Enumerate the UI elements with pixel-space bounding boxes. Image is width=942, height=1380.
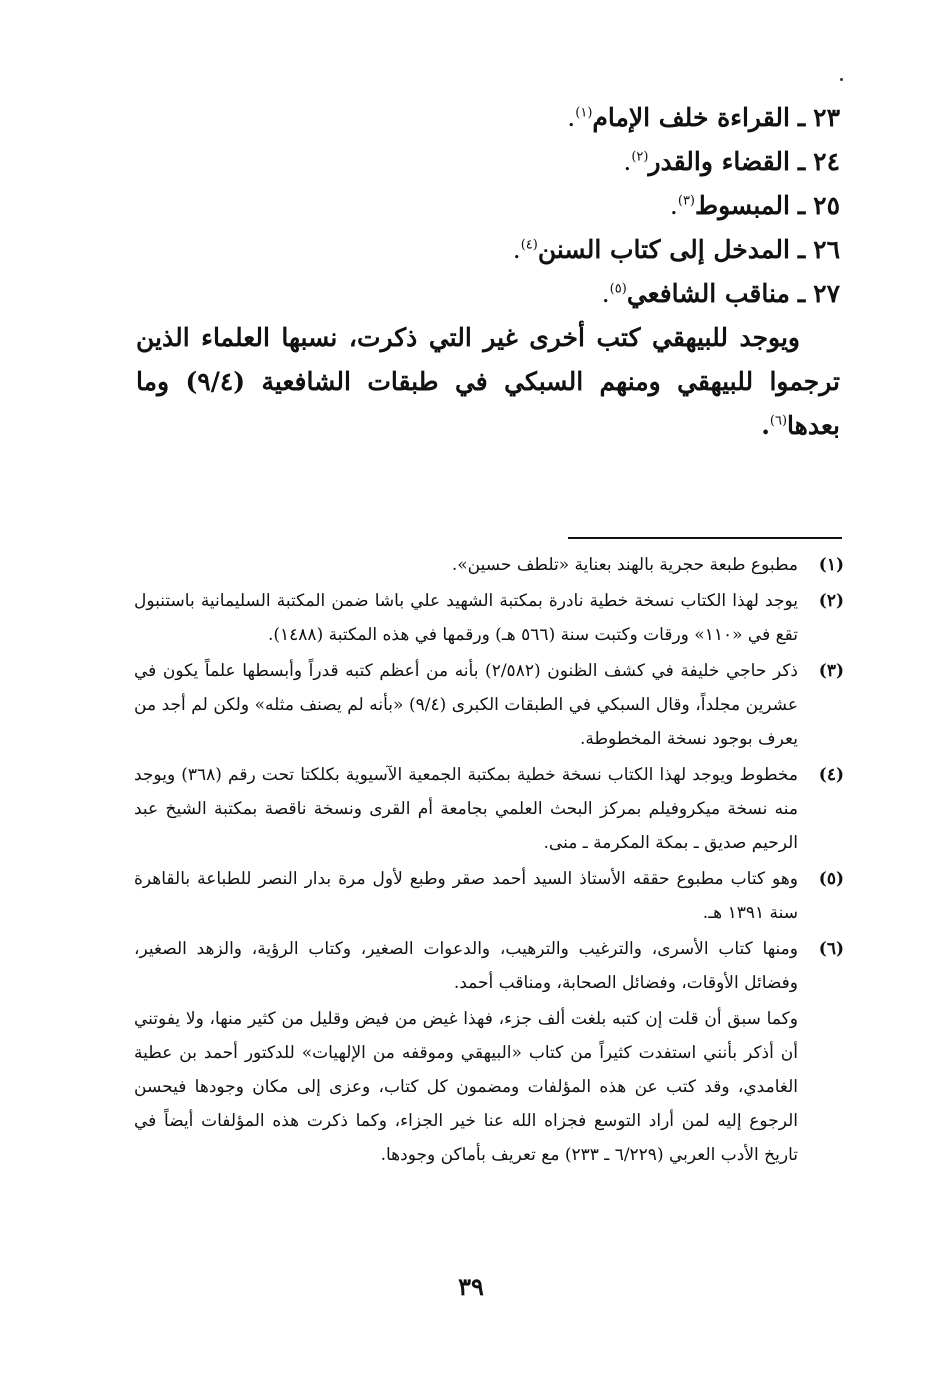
item-separator: ـ	[797, 191, 806, 220]
footnote-ref: (١)	[575, 105, 593, 121]
item-separator: ـ	[797, 147, 806, 176]
footnote-ref: (٥)	[609, 281, 627, 297]
page-number: ٣٩	[458, 1272, 484, 1301]
footnote-ref: (٣)	[677, 193, 695, 209]
item-title: القراءة خلف الإمام	[592, 103, 790, 132]
footnote-separator	[568, 537, 842, 539]
item-number: ٢٥	[813, 191, 840, 220]
corner-dot	[840, 78, 843, 81]
item-separator: ـ	[797, 103, 806, 132]
footnote-ref: (٤)	[520, 237, 538, 253]
footnote-number: (٦)	[818, 939, 844, 959]
item-number: ٢٤	[813, 147, 840, 176]
item-period: .	[669, 191, 678, 220]
item-period: .	[567, 103, 576, 132]
item-number: ٢٧	[813, 279, 840, 308]
footnote-text: مطبوع طبعة حجرية بالهند بعناية «تلطف حسين».	[451, 555, 798, 575]
footnote-text: ذكر حاجي خليفة في كشف الظنون (٢/٥٨٢) بأنه من أعظم كتبه قدراً وأبسطها علماً يكون في عشرين مجلداً، وقال السبكي في الطبقات الكبرى (٩/٤) «بأنه لم يصنف مثله» ولكن لم أجد من يعرف بوجود نسخة المخطوطة.	[134, 661, 799, 749]
item-number: ٢٣	[813, 103, 840, 132]
body-paragraph	[136, 316, 840, 448]
list-item	[136, 184, 840, 228]
footnote	[134, 758, 844, 860]
footnote-number: (١)	[818, 555, 844, 575]
paragraph-period: .	[761, 411, 770, 440]
item-title: المدخل إلى كتاب السنن	[537, 235, 790, 264]
list-item	[136, 228, 840, 272]
item-title: المبسوط	[695, 191, 790, 220]
footnote-number: (٤)	[818, 765, 844, 785]
item-separator: ـ	[797, 279, 806, 308]
footnote-text: مخطوط ويوجد لهذا الكتاب نسخة خطية بمكتبة الجمعية الآسيوية بكلكتا تحت رقم (٣٦٨) ويوجد منه نسخة ميكروفيلم بمركز البحث العلمي بجامعة أم القرى ونسخة ناقصة بمكتبة الشيخ عبد الرحيم صديق ـ بمكة المكرمة ـ منى.	[134, 765, 799, 853]
footnotes	[134, 548, 844, 1172]
item-period: .	[623, 147, 632, 176]
item-title: مناقب الشافعي	[626, 279, 790, 308]
footnote	[134, 654, 844, 756]
item-period: .	[601, 279, 610, 308]
footnote-number: (٢)	[818, 591, 844, 611]
item-number: ٢٦	[813, 235, 840, 264]
footnote	[134, 932, 844, 1000]
footnote-ref: (٦)	[769, 413, 788, 429]
footnote-ref: (٢)	[631, 149, 649, 165]
footnote-number: (٥)	[818, 869, 844, 889]
footnote-continuation: وكما سبق أن قلت إن كتبه بلغت ألف جزء، فهذا غيض من فيض وقليل من كثير منها، ولا يفوتني أن أذكر بأنني استفدت كثيراً من كتاب «البيهقي وموقفه من الإلهيات» للدكتور أحمد بن عطية الغامدي، وقد كتب عن هذه المؤلفات ومضمون كل كتاب، وعزى إلى مكان وجودها فيحسن الرجوع إليه لمن أراد التوسع فجزاه الله عنا خير الجزاء، وكما ذكرت هذه المؤلفات أيضاً في تاريخ الأدب العربي (٦/٢٢٩ ـ ٢٣٣) مع تعريف بأماكن وجودها.	[134, 1009, 798, 1165]
paragraph-text: ويوجد للبيهقي كتب أخرى غير التي ذكرت، نسبها العلماء الذين ترجموا للبيهقي ومنهم السبكي في طبقات الشافعية (٩/٤) وما بعدها	[136, 323, 840, 440]
footnote-text: يوجد لهذا الكتاب نسخة خطية نادرة بمكتبة الشهيد علي باشا ضمن المكتبة السليمانية باستنبول تقع في «١١٠» ورقات وكتبت سنة (٥٦٦ هـ) ورقمها في هذه المكتبة (١٤٨٨).	[134, 591, 798, 645]
footnote-number: (٣)	[818, 661, 844, 681]
item-title: القضاء والقدر	[648, 147, 790, 176]
list-item	[136, 96, 840, 140]
footnote	[134, 584, 844, 652]
footnote	[134, 548, 844, 582]
list-item	[136, 272, 840, 316]
main-text	[136, 96, 840, 448]
list-item	[136, 140, 840, 184]
item-period: .	[512, 235, 521, 264]
footnote-text: ومنها كتاب الأسرى، والترغيب والترهيب، والدعوات الصغير، وكتاب الرؤية، والزهد الصغير، وفضائل الأوقات، وفضائل الصحابة، ومناقب أحمد.	[134, 939, 798, 993]
footnote	[134, 862, 844, 930]
item-separator: ـ	[797, 235, 806, 264]
footnote-text: وهو كتاب مطبوع حققه الأستاذ السيد أحمد صقر وطبع لأول مرة بدار النصر للطباعة بالقاهرة سنة ١٣٩١ هـ.	[134, 869, 798, 923]
